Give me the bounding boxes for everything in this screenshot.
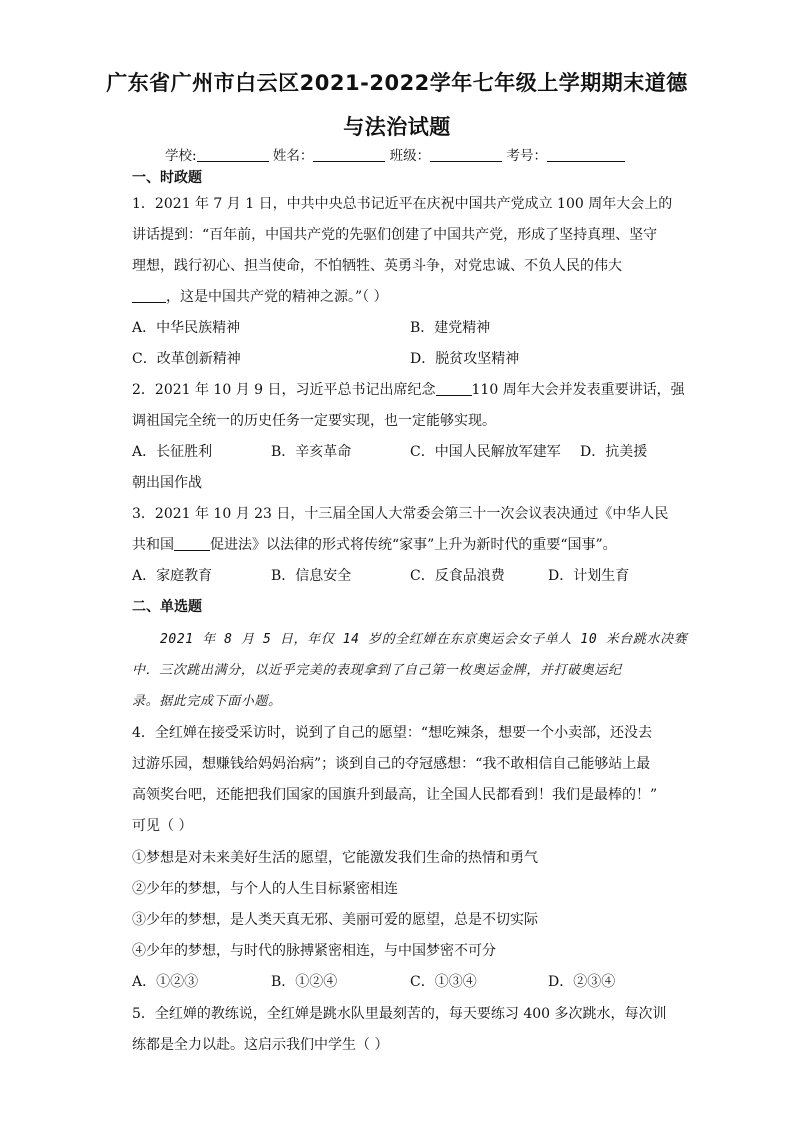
q3-answer-blank[interactable] (174, 536, 210, 551)
q2-answer-blank[interactable] (436, 381, 472, 396)
class-blank[interactable] (430, 147, 502, 162)
q4-option-b[interactable]: B．①②④ (271, 974, 338, 990)
q5-line1: 5．全红婵的教练说，全红婵是跳水队里最刻苦的，每天要练习 400 多次跳水，每次训 (132, 1006, 667, 1022)
q1-line4-text: ，这是中国共产党的精神之源。”（ ） (166, 289, 388, 305)
q4-line3: 高领奖台吧，还能把我们国家的国旗升到最高，让全国人民都看到！我们是最棒的！” (132, 787, 658, 803)
q2-option-c[interactable]: C．中国人民解放军建军 (410, 444, 561, 460)
q4-line1: 4．全红婵在接受采访时，说到了自己的愿望：“想吃辣条，想要一个小卖部，还没去 (132, 725, 653, 741)
name-blank[interactable] (313, 147, 385, 162)
q1-line1: 1．2021 年 7 月 1 日，中共中央总书记近平在庆祝中国共产党成立 100 周年大会上的 (132, 196, 673, 212)
q1-option-c[interactable]: C．改革创新精神 (132, 351, 241, 367)
q3-line1: 3．2021 年 10 月 23 日，十三届全国人大常委会第三十一次会议表决通过《中华人民 (132, 506, 669, 522)
q3-option-a[interactable]: A．家庭教育 (132, 568, 213, 584)
exam-title-line2: 与法治试题 (343, 115, 451, 139)
passage-line3: 录。据此完成下面小题。 (132, 694, 282, 709)
number-label: 考号： (506, 148, 547, 164)
q3-option-c[interactable]: C．反食品浪费 (410, 568, 505, 584)
passage-line2: 中．三次跳出满分，以近乎完美的表现拿到了自己第一枚奥运金牌，并打破奥运纪 (132, 663, 622, 678)
q1-option-b[interactable]: B．建党精神 (410, 320, 491, 336)
q2-option-d[interactable]: D．抗美援 (580, 444, 648, 460)
q4-line2: 过游乐园，想赚钱给妈妈治病”；谈到自己的夺冠感想：“我不敢相信自己能够站上最 (132, 756, 651, 772)
q2-option-b[interactable]: B．辛亥革命 (271, 444, 352, 460)
q1-option-d[interactable]: D．脱贫攻坚精神 (410, 351, 520, 367)
q1-line3: 理想，践行初心、担当使命，不怕牺牲、英勇斗争，对党忠诚、不负人民的伟大 (132, 258, 622, 274)
exam-title-line1: 广东省广州市白云区2021-2022学年七年级上学期期末道德 (106, 71, 688, 95)
q3-line2 (132, 534, 617, 554)
q5-line2: 练都是全力以赴。这启示我们中学生（ ） (132, 1037, 389, 1053)
school-blank[interactable] (197, 147, 269, 162)
student-info-row (165, 144, 625, 164)
q2-option-d-continued: 朝出国作战 (132, 475, 202, 491)
q2-option-a[interactable]: A．长征胜利 (132, 444, 213, 460)
q2-line1-text-a: 2．2021 年 10 月 9 日，习近平总书记出席纪念 (132, 382, 436, 398)
q4-line4: 可见（ ） (132, 818, 193, 834)
section-heading-2: 二、单选题 (132, 599, 202, 615)
q4-option-a[interactable]: A．①②③ (132, 974, 199, 990)
q4-statement-2: ②少年的梦想，与个人的人生目标紧密相连 (132, 881, 398, 897)
q1-answer-blank[interactable] (132, 288, 166, 303)
q3-line2-text-b: 促进法》以法律的形式将传统“家事”上升为新时代的重要“国事”。 (210, 537, 617, 553)
name-label: 姓名： (272, 148, 314, 164)
q4-option-c[interactable]: C．①③④ (410, 974, 477, 990)
q1-line4 (132, 286, 388, 306)
q3-option-d[interactable]: D．计划生育 (548, 568, 630, 584)
q4-statement-1: ①梦想是对未来美好生活的愿望，它能激发我们生命的热情和勇气 (132, 850, 538, 866)
q2-line1 (132, 379, 685, 399)
passage-line1: 2021 年 8 月 5 日，年仅 14 岁的全红婵在东京奥运会女子单人 10 米台跳水决赛 (160, 632, 688, 647)
q4-statement-4: ④少年的梦想，与时代的脉搏紧密相连，与中国梦密不可分 (132, 943, 496, 959)
q1-line2: 讲话提到：“百年前，中国共产党的先驱们创建了中国共产党，形成了坚持真理、坚守 (132, 227, 658, 243)
q3-option-b[interactable]: B．信息安全 (271, 568, 352, 584)
q2-line2: 调祖国完全统一的历史任务一定要实现，也一定能够实现。 (132, 413, 496, 429)
q4-option-d[interactable]: D．②③④ (548, 974, 616, 990)
q2-line1-text-b: 110 周年大会并发表重要讲话，强 (471, 382, 685, 398)
section-heading-1: 一、时政题 (132, 170, 202, 186)
q1-option-a[interactable]: A．中华民族精神 (132, 320, 241, 336)
q4-statement-3: ③少年的梦想，是人类天真无邪、美丽可爱的愿望，总是不切实际 (132, 912, 538, 928)
school-label: 学校: (165, 148, 197, 164)
number-blank[interactable] (547, 147, 625, 162)
q3-line2-text-a: 共和国 (132, 537, 174, 553)
class-label: 班级： (389, 148, 431, 164)
